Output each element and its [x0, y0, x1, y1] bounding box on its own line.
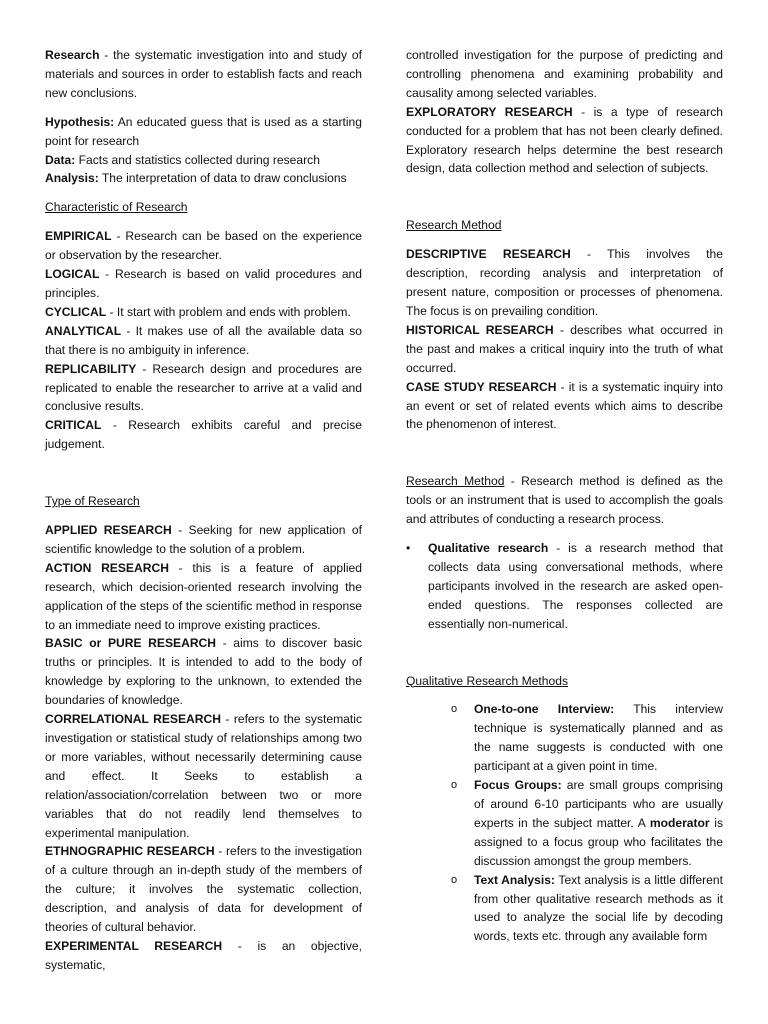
type-basic: BASIC or PURE RESEARCH - aims to discover basic truths or principles. It is intended to add to the body of knowledge by exploring to the unknown, to extended the boundaries of knowledge. — [45, 636, 362, 708]
method-heading: Research Method — [406, 218, 502, 233]
characteristic-analytical: ANALYTICAL - It makes use of all the available data so that there is no ambiguity in inference. — [45, 323, 362, 357]
type-action: ACTION RESEARCH - this is a feature of applied research, which decision-oriented research involving the application of the steps of the scientific method in response to an immediate need to improve existing practices. — [45, 560, 362, 632]
qualitative-text: Qualitative research - is a research method that collects data using conversational methods, where participants involved in the research are asked open-ended questions. The responses collected are essentially non-numerical. — [428, 541, 723, 631]
circle-bullet-icon: o — [451, 779, 458, 792]
circle-bullet-icon: o — [451, 873, 458, 886]
type-applied: APPLIED RESEARCH - Seeking for new application of scientific knowledge to the solution of a problem. — [45, 523, 362, 556]
qual-method-focus-groups: o Focus Groups: are small groups comprising of around 6-10 participants who are usually experts in the subject matter. A moderator is assigned to a focus group who facilitates the discussion amongst the group members. — [451, 776, 723, 871]
method-descriptive: DESCRIPTIVE RESEARCH - This involves the description, recording analysis and interpretation of present nature, composition or processes of phenomena. The focus is on prevailing condition. — [406, 247, 723, 318]
type-exploratory: EXPLORATORY RESEARCH - is a type of research conducted for a problem that has not been clearly defined. Exploratory research helps determine the best research design, data collection method and selection of subjects. — [406, 104, 723, 176]
definition-hypothesis: Hypothesis: An educated guess that is used as a starting point for research — [45, 114, 362, 148]
qualitative-bullet — [406, 539, 723, 634]
qualitative-methods-heading: Qualitative Research Methods — [406, 673, 569, 688]
type-ethnographic: ETHNOGRAPHIC RESEARCH - refers to the investigation of a culture through an in-depth study of the members of the culture; it involves the systematic collection, description, and analysis of data for development of theories of cultural behavior. — [45, 844, 362, 935]
definition-data: Data: Facts and statistics collected during research — [45, 152, 320, 167]
right-column — [406, 46, 723, 946]
characteristic-replicability: REPLICABILITY - Research design and procedures are replicated to enable the researcher to arrive at a valid and conclusive results. — [45, 361, 362, 414]
characteristic-cyclical: CYCLICAL - It start with problem and ends with problem. — [45, 304, 351, 319]
definition-research: Research - the systematic investigation into and study of materials and sources in order to establish facts and reach new conclusions. — [45, 48, 362, 100]
characteristic-logical: LOGICAL - Research is based on valid procedures and principles. — [45, 267, 362, 300]
characteristic-empirical: EMPIRICAL - Research can be based on the experience or observation by the researcher. — [45, 229, 362, 263]
bullet-icon: • — [406, 541, 411, 556]
research-method-definition: Research Method - Research method is defined as the tools or an instrument that is used to accomplish the goals and attributes of conducting a research process. — [406, 474, 723, 527]
characteristics-heading: Characteristic of Research — [45, 200, 188, 215]
qual-method-interview: o One-to-one Interview: This interview technique is systematically planned and as the name suggests is conducted with one participant at a given point in time. — [451, 700, 723, 776]
definition-analysis: Analysis: The interpretation of data to draw conclusions — [45, 171, 347, 186]
method-historical: HISTORICAL RESEARCH - describes what occurred in the past and makes a critical inquiry into the truth of what occurred. — [406, 322, 723, 375]
type-correlational: CORRELATIONAL RESEARCH - refers to the systematic investigation or statistical study of relationships among two or more variables, without necessarily determining cause and effect. It Seeks to establish a relation/association/correlation between two or more variables that do not readily lend themselves to experimental manipulation. — [45, 712, 362, 840]
method-case-study: CASE STUDY RESEARCH - it is a systematic inquiry into an event or set of related events which aims to describe the phenomenon of interest. — [406, 379, 723, 432]
circle-bullet-icon: o — [451, 703, 458, 716]
experimental-continued: controlled investigation for the purpose of predicting and controlling phenomena and examining probability and causality among selected variables. — [406, 48, 723, 100]
type-heading: Type of Research — [45, 494, 140, 509]
left-column — [45, 46, 362, 975]
qual-method-text-analysis: o Text Analysis: Text analysis is a little different from other qualitative research methods as it used to analyze the social life by decoding words, texts etc. through any available form — [451, 871, 723, 947]
characteristic-critical: CRITICAL - Research exhibits careful and precise judgement. — [45, 418, 362, 452]
type-experimental: EXPERIMENTAL RESEARCH - is an objective, systematic, — [45, 938, 362, 972]
